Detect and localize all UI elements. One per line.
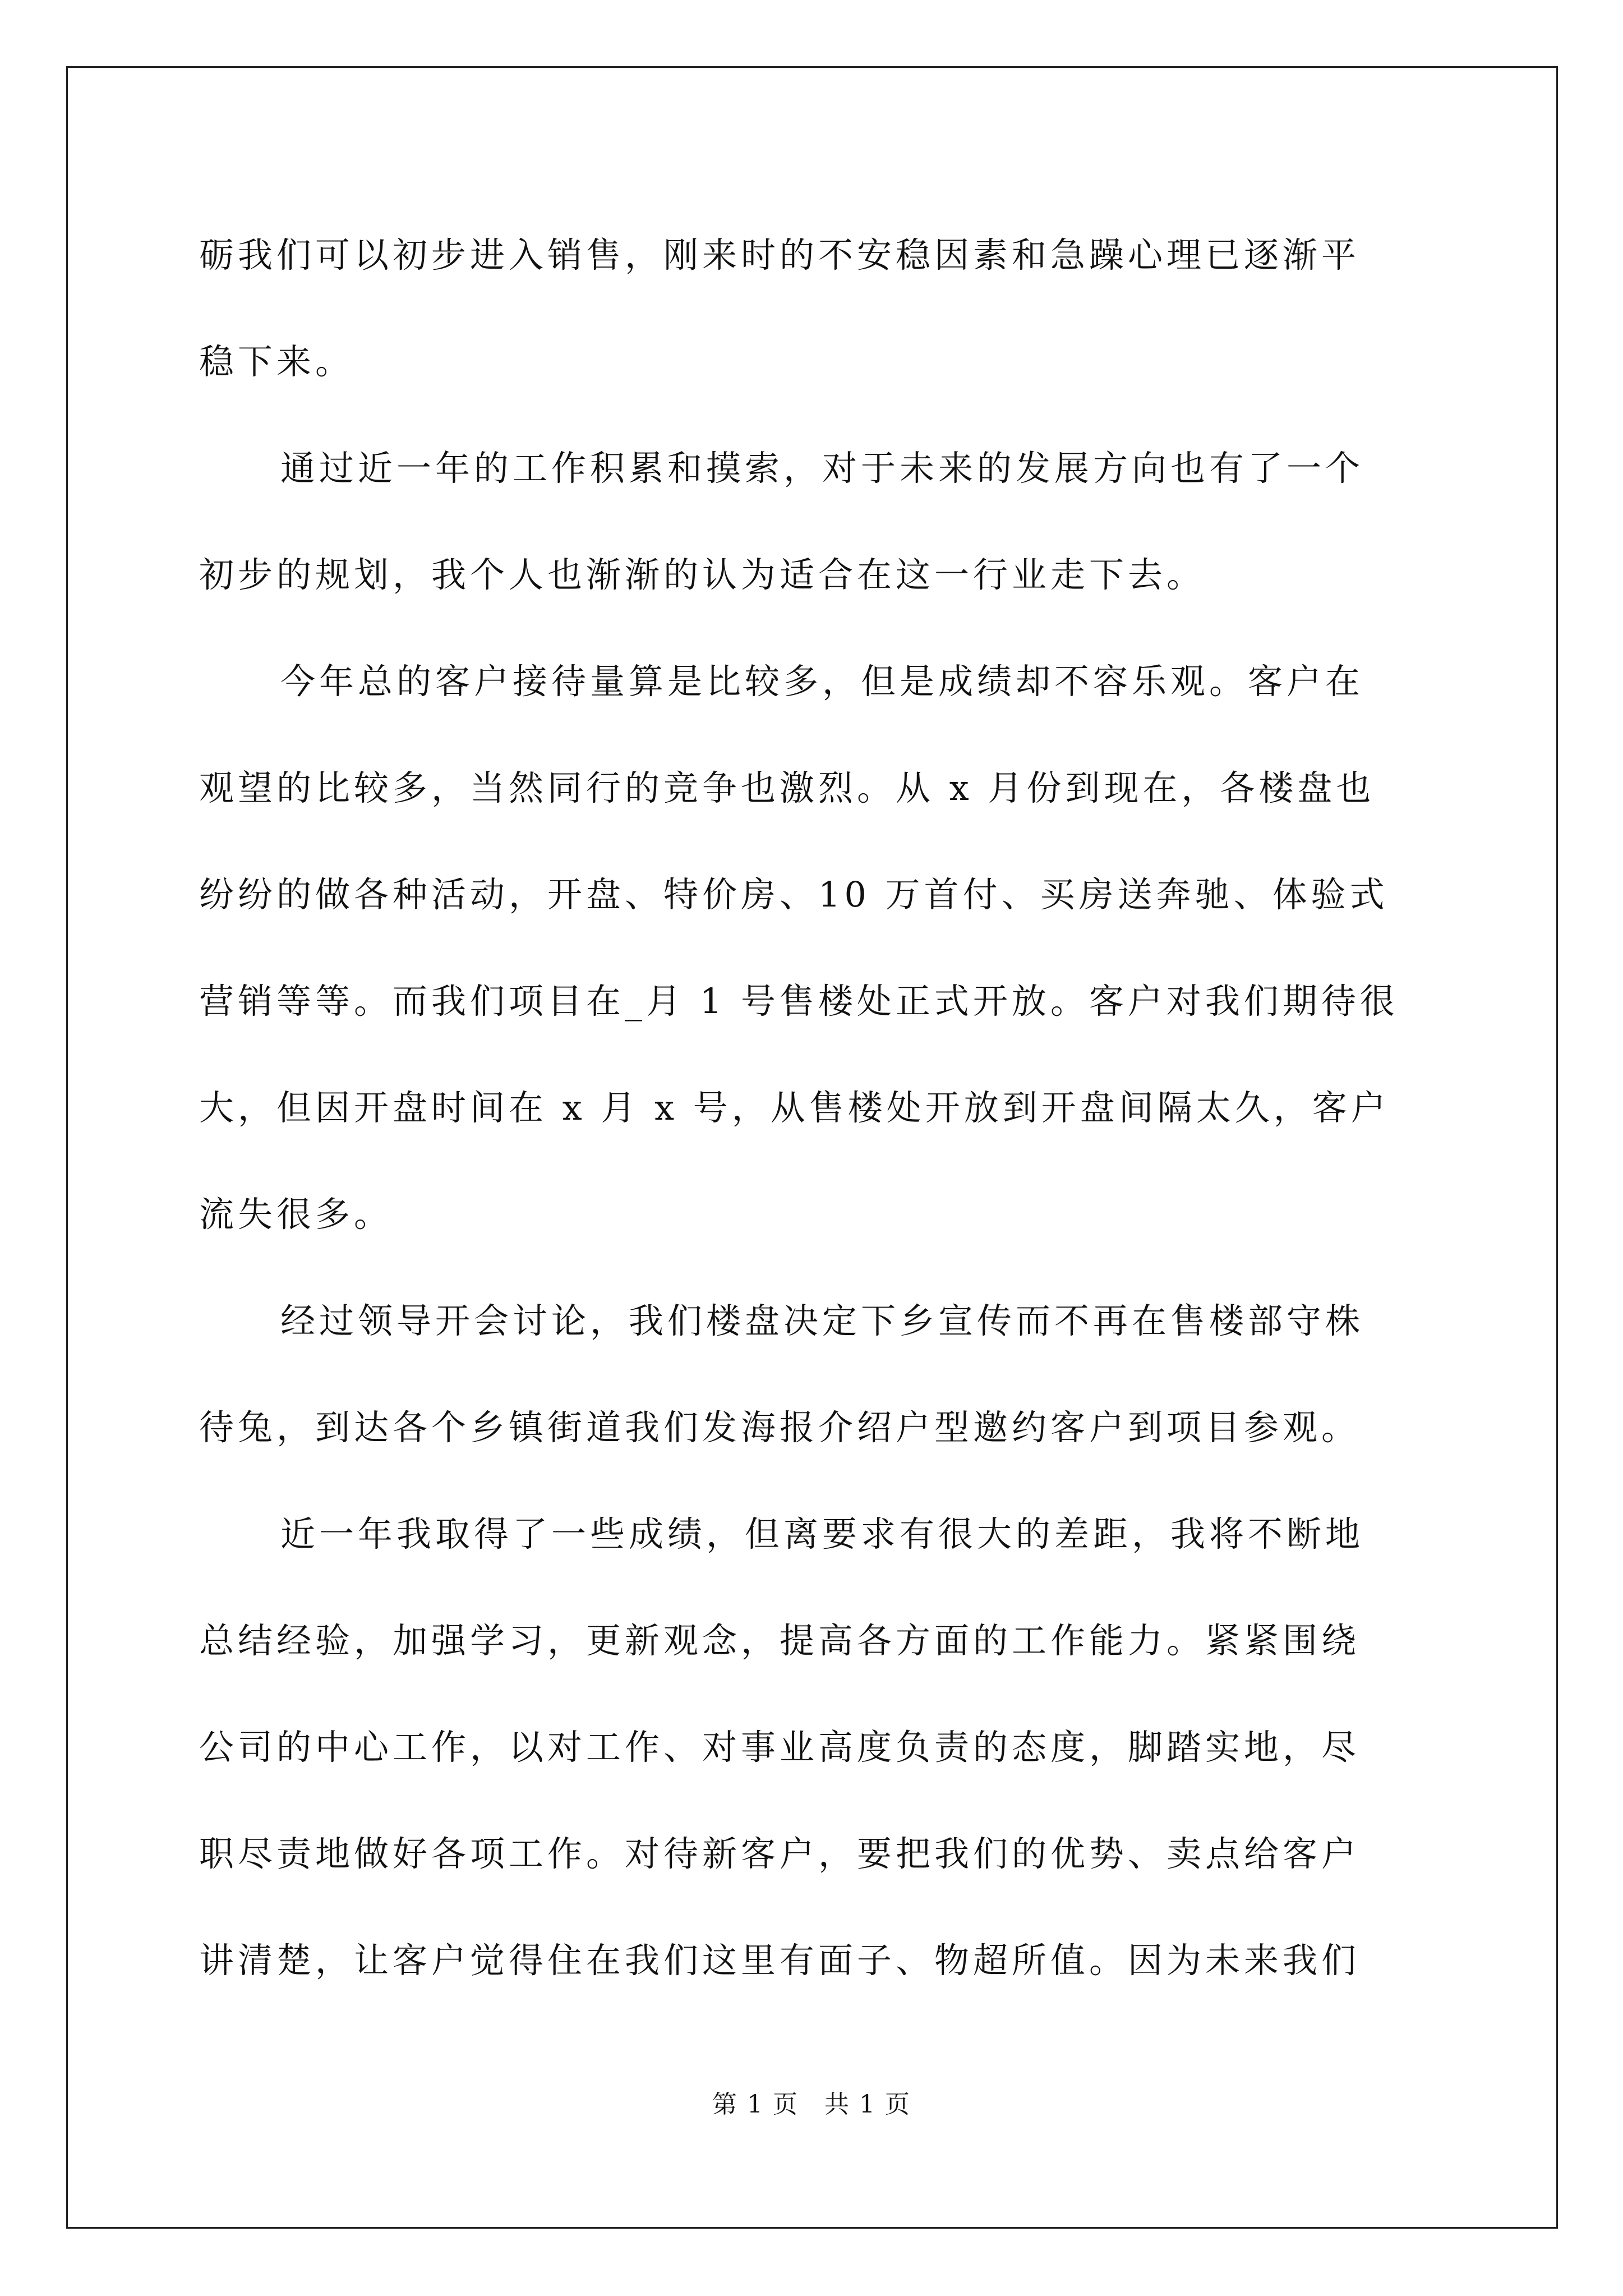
text-line: 待兔，到达各个乡镇街道我们发海报介绍户型邀约客户到项目参观。 [199,1407,1361,1448]
text-line: 通过近一年的工作积累和摸索，对于未来的发展方向也有了一个 [280,448,1364,489]
text-line: 公司的中心工作，以对工作、对事业高度负责的态度，脚踏实地，尽 [199,1727,1361,1768]
text-line: 大，但因开盘时间在 x 月 x 号，从售楼处开放到开盘间隔太久，客户 [199,1087,1390,1128]
text-line: 总结经验，加强学习，更新观念，提高各方面的工作能力。紧紧围绕 [199,1620,1361,1661]
text-line: 讲清楚，让客户觉得住在我们这里有面子、物超所值。因为未来我们 [199,1940,1361,1981]
text-line: 砺我们可以初步进入销售，刚来时的不安稳因素和急躁心理已逐渐平 [199,234,1361,275]
text-line: 流失很多。 [199,1194,393,1235]
text-line: 稳下来。 [199,341,354,382]
text-line: 经过领导开会讨论，我们楼盘决定下乡宣传而不再在售楼部守株 [280,1300,1364,1341]
text-line: 初步的规划，我个人也渐渐的认为适合在这一行业走下去。 [199,554,1206,595]
text-line: 今年总的客户接待量算是比较多，但是成绩却不容乐观。客户在 [280,661,1364,702]
text-line: 近一年我取得了一些成绩，但离要求有很大的差距，我将不断地 [280,1513,1364,1554]
text-line: 营销等等。而我们项目在_月 1 号售楼处正式开放。客户对我们期待很 [199,981,1399,1022]
document-body [199,202,1427,2014]
text-line: 纷纷的做各种活动，开盘、特价房、10 万首付、买房送奔驰、体验式 [199,874,1389,915]
text-line: 观望的比较多，当然同行的竞争也激烈。从 x 月份到现在，各楼盘也 [199,767,1375,808]
page-footer: 第 1 页 共 1 页 [712,2090,911,2119]
text-line: 职尽责地做好各项工作。对待新客户，要把我们的优势、卖点给客户 [199,1833,1361,1874]
